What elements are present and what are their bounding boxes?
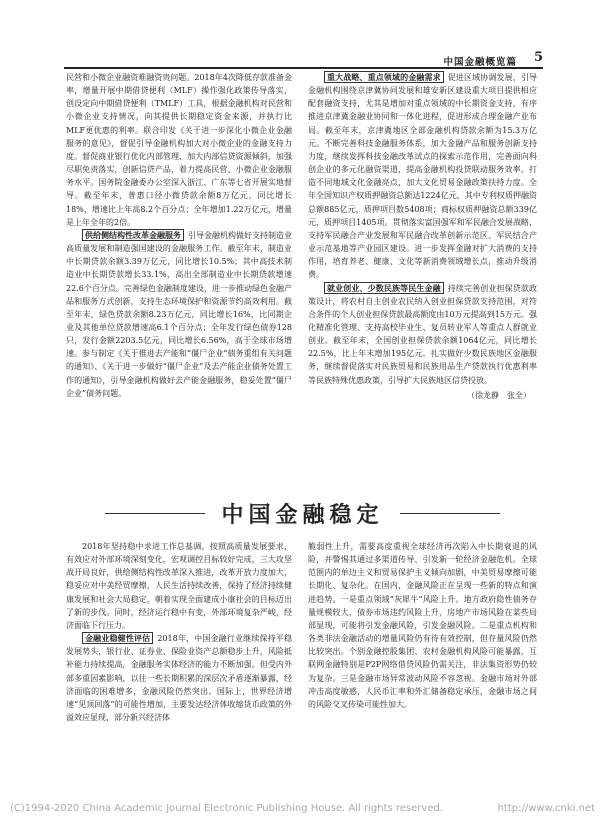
paragraph: 民营和小微企业融资难融资贵问题。2018年4次降低存款准备金率，增量开展中期借贷便利（MLF）操作强化政策传导落实，创设定向中期借贷便利（TMLF）工具，根据金融机构对民营和小微企业支持情况，向其提供长期稳定资金来源，并执行比MLF更优惠的利率。联合印发《关于进一步深化小微企业金融服务的意见》，督促引导金融机构加大对小微企业的金融支持力度。督促商业银行优化内部管理、加大内部信贷资源倾斜，加强尽职免责落实，创新信贷产品，着力提高民营、小微企业金融服务水平。国务院金融委办公室深入浙江、广东等七省开展实地督导。截至年末，普惠口径小微贷款余额8万亿元，同比增长18%，增速比上年高8.2个百分点；全年增加1.22万亿元，增量是上年全年的2倍。	[66, 73, 292, 227]
copyright-notice: (C)1994-2020 China Academic Journal Electronic Publishing House. All rights reserved.	[10, 803, 443, 814]
page-number: 5	[533, 50, 543, 65]
paragraph: 脆弱性上升，需要高度重视全球经济再次陷入中长期衰退的风险，并警惕其通过多渠道传导、引发新一轮经济金融危机。全球范围内的单边主义和贸易保护主义倾向加剧，中美贸易摩擦可能长期化、复杂化。在国内，金融风险正在呈现一些新的特点和演进趋势。一是重点领域“灰犀牛”风险上升。地方政府隐性债务存量规模较大，债券市场违约风险上升，房地产市场风险在某些局部显现，可能将引发金融风险，引发金融风险。二是重点机构和各类非法金融活动的增量风险仍有待有效控制，但存量风险仍然比较突出。个别金融控股集团、农村金融机构风险可能暴露，互联网金融特别是P2P网络借贷风险仍需关注，非法集资形势仍较为复杂。三是金融市场异常波动风险不容忽视。金融市场对外部冲击高度敏感，人民币汇率和外汇储备稳定承压，金融市场之间的风险交叉传染可能性加大。	[308, 542, 537, 709]
section-tag: 就业创业、少数民族等民生金融	[324, 282, 444, 294]
paragraph: 就业创业、少数民族等民生金融 持续完善创业担保贷款政策设计，将农村自主创业农民纳入创业担保贷款支持范围，对符合条件的个人创业担保贷款最高额度由10万元提高到15万元。强化精准化管理、支持高校毕业生、复员转业军人等重点人群就业创业。截至年末，全国创业担保贷款余额1064亿元，同比增长22.5%，比上年末增加195亿元。扎实做好少数民族地区金融服务，继续督促落实对民族贸易和民族用品生产贷款执行优惠利率等民族特殊优惠政策，引导扩大民族地区信贷投放。	[308, 282, 537, 385]
section-tag: 供给侧结构性改革金融服务	[82, 229, 184, 241]
column-top-left	[66, 71, 292, 400]
paragraph: 2018年坚持稳中求进工作总基调，按照高质量发展要求，有效应对外部环境深刻变化，宏观调控目标较好完成，三大攻坚战开局良好，供给侧结构性改革深入推进，改革开放力度加大，稳妥应对中美经贸摩擦，人民生活持续改善，保持了经济持续健康发展和社会大局稳定，朝着实现全面建成小康社会的目标迈出了新的步伐。同时，经济运行稳中有变，外部环境复杂严峻，经济面临下行压力。	[66, 542, 292, 630]
paragraph: 金融业稳健性评估 2018年，中国金融行业继续保持平稳发展势头，银行业、证券业、保险业资产总额稳步上升，风险抵补能力持续提高，金融服务实体经济的能力不断加强。但受内外部多重因素影响，以往一些长期积累的深层次矛盾逐渐暴露，经济面临的困难增多，金融风险仍然突出。国际上，世界经济增速“见顶回落”的可能性增加，主要发达经济体收缩货币政策的外溢效应显现，部分新兴经济体	[66, 633, 293, 723]
page-header	[64, 52, 543, 68]
header-rule	[64, 67, 543, 69]
footer-url[interactable]: http://www.cnki.net	[497, 803, 595, 814]
running-title: 中国金融概览篇	[443, 57, 517, 68]
column-bottom-left	[66, 540, 292, 724]
author-signature: （徐龙静 张全）	[467, 390, 531, 400]
section-title: 中国金融稳定	[0, 498, 605, 529]
paragraph: 供给侧结构性改革金融服务 引导金融机构做好支持制造业高质量发展和制造强国建设的金融服务工作。截至年末，制造业中长期贷款余额3.39万亿元，同比增长10.5%；其中高技术制造业中长期贷款增长33.1%，高出全部制造业中长期贷款增速22.6个百分点。完善绿色金融制度建设，进一步推动绿色金融产品和服务方式创新，支持生态环境保护和资源节约高效利用。截至年末，绿色贷款余额8.23万亿元，同比增长16%，比同期企业及其他单位贷款增速高6.1个百分点；全年发行绿色债券128只，发行金额2203.5亿元，同比增长6.56%，高于全球市场增速。参与制定《关于推进去产能和“僵尸企业”债务重组有关问题的通知》、《关于进一步做好“僵尸企业”及去产能企业债务处置工作的通知》，引导金融机构做好去产能金融服务，稳妥处置“僵尸企业”债务问题。	[66, 229, 292, 398]
column-bottom-right	[308, 540, 537, 711]
section-tag: 金融业稳健性评估	[82, 632, 153, 644]
page-footer	[10, 803, 595, 814]
column-top-right	[308, 71, 537, 402]
section-tag: 重大战略、重点领域的金融需求	[324, 71, 444, 83]
title-rule-left	[105, 513, 205, 514]
title-rule-right	[400, 513, 500, 514]
paragraph: 重大战略、重点领域的金融需求 促进区域协调发展，引导金融机构围绕京津冀协同发展和雄安新区建设重大项目提供相应配套融资支持，尤其是增加对重点领域的中长期资金支持，有序推进京津冀金融业协同和一体化进程，促进形成合理金融产业布局。截至年末，京津冀地区全部金融机构贷款余额为15.3万亿元。不断完善科技金融服务体系，加大金融产品和服务创新支持力度，继续发挥科技金融改革试点的探索示范作用，完善面向科创企业的多元化融资渠道，提高金融机构投贷联动服务效率。打造不同地域文化金融亮点，加大文化贸易金融政策扶持力度。全年全国知识产权质押融资总额达1224亿元，其中专利权质押融资总额885亿元，质押项目数5408项；商标权质押融资总额339亿元，质押项目1405项。贯彻落实富国强军和军民融合发展战略，支持军民融合产业发展和军民融合改革创新示范区、军民结合产业示范基地等产业园区建设。进一步发挥金融对扩大消费的支持作用，培育养老、健康、文化等新消费领域增长点，推动升级消费。	[308, 72, 537, 280]
